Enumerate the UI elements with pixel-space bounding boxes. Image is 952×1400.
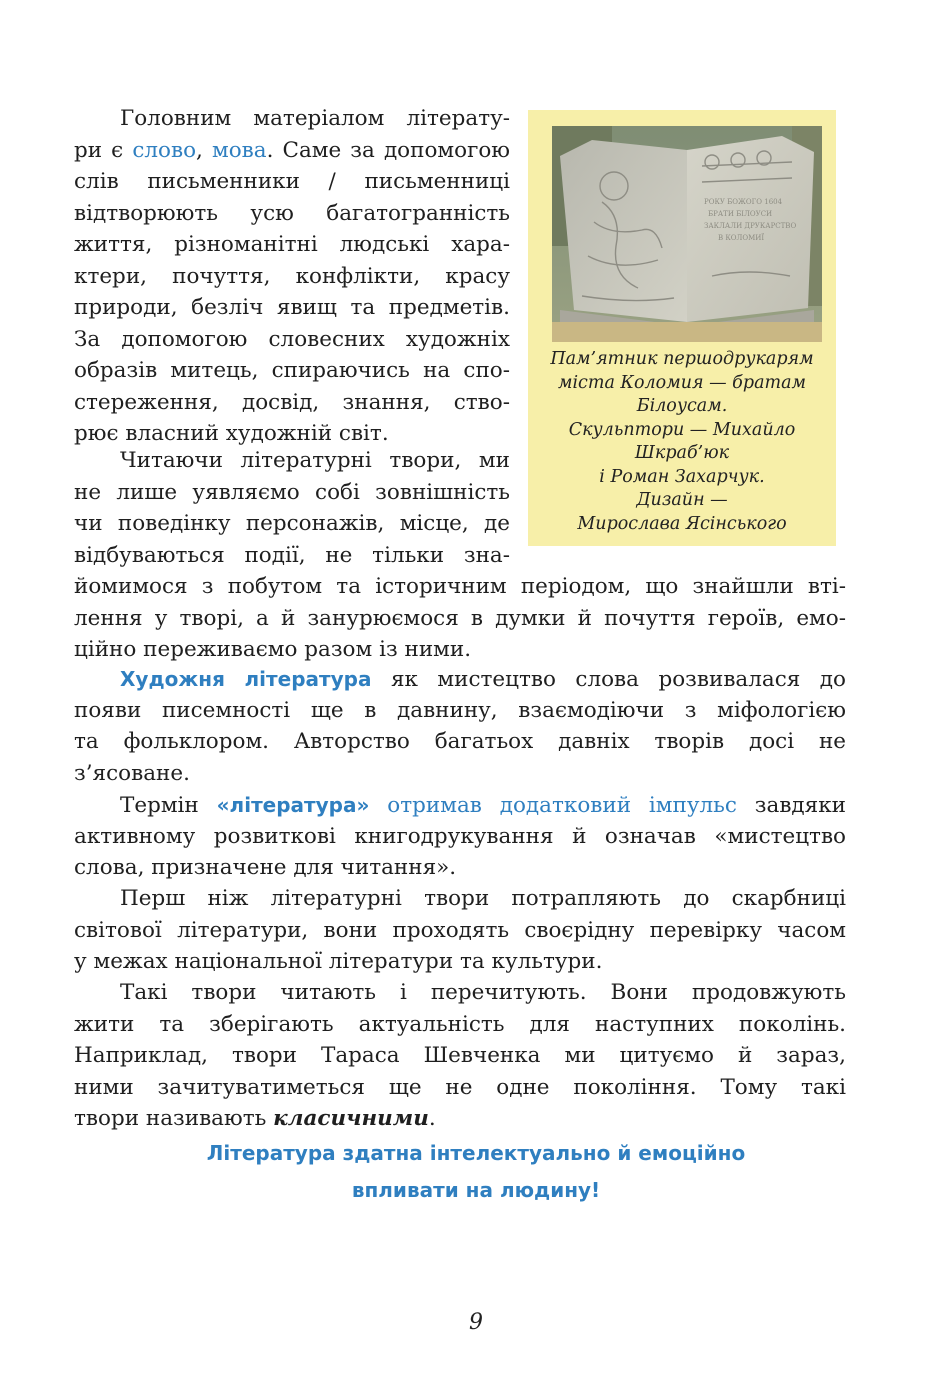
text-run: .: [428, 1106, 436, 1131]
text-run: слів письменники / письменниці: [74, 169, 510, 194]
text-run: природи, безліч явищ та предметів.: [74, 295, 510, 320]
paragraph2-line: [120, 446, 510, 476]
caption-line: і Роман Захарчук.: [599, 466, 765, 487]
text-run: Такі твори читають і перечитують. Вони продовжують: [120, 980, 846, 1005]
text-run: ктери, почуття, конфлікти, красу: [74, 263, 510, 289]
text-run: образів митець, спираючись на спо-: [74, 358, 510, 383]
paragraph4-line: [74, 822, 846, 852]
svg-text:ЗАКЛАЛИ ДРУКАРСТВО: ЗАКЛАЛИ ДРУКАРСТВО: [704, 222, 797, 230]
paragraph1-line: [74, 356, 510, 386]
svg-text:РОКУ БОЖОГО 1604: РОКУ БОЖОГО 1604: [704, 198, 783, 206]
text-run: ційно переживаємо разом із ними.: [74, 637, 472, 662]
paragraph1-line: [74, 167, 510, 197]
paragraph2-line: [74, 604, 846, 634]
callout-line-2: впливати на людину!: [351, 1178, 601, 1202]
paragraph2-line: [74, 635, 846, 665]
caption-line: Мирослава Ясінського: [577, 513, 787, 534]
paragraph6-line: [74, 1104, 846, 1134]
caption-line: Скульптори — Михайло: [568, 419, 796, 440]
monument-photo: [552, 126, 822, 342]
text-run: рює власний художній світ.: [74, 421, 389, 446]
text-run: завдяки: [736, 793, 847, 818]
paragraph3-line: [120, 664, 846, 694]
paragraph1-line: [120, 104, 510, 134]
paragraph1-line: [74, 388, 510, 418]
text-run: жити та зберігають актуальність для наступних поколінь.: [74, 1011, 846, 1037]
text-run: лення у творі, а й занурюємося в думки й почуття героїв, емо-: [74, 605, 846, 631]
text-run: Перш ніж літературні твори потрапляють до скарбниці: [120, 886, 846, 911]
paragraph1-line: [74, 325, 510, 355]
text-run: Читаючи літературні твори, ми: [120, 448, 510, 473]
svg-text:БРАТИ БІЛОУСИ: БРАТИ БІЛОУСИ: [708, 210, 773, 218]
highlighted-term: «література»: [216, 793, 370, 817]
paragraph4-line: [120, 790, 846, 820]
paragraph4-line: [74, 853, 846, 883]
monument-figure: [528, 110, 836, 546]
text-run: ними зачитуватиметься ще не одне покоління. Тому такі: [74, 1074, 846, 1100]
paragraph5-line: [120, 884, 846, 914]
figure-caption: [528, 348, 836, 536]
paragraph6-line: [120, 978, 846, 1008]
paragraph3-line: [74, 759, 846, 789]
highlighted-term: Художня література: [120, 667, 372, 691]
text-run: йомимося з побутом та історичним періодом, що знайшли вті-: [74, 574, 846, 599]
paragraph6-line: [74, 1041, 846, 1071]
paragraph1-line: [74, 293, 510, 323]
caption-line: Дизайн —: [636, 490, 728, 510]
text-run: життя, різноманітні людські хара-: [74, 232, 510, 257]
text-run: та фольклором. Авторство багатьох давніх творів досі не: [74, 729, 846, 754]
text-run: слова, призначене для читання».: [74, 855, 457, 880]
paragraph3-line: [74, 727, 846, 757]
text-run: світової літератури, вони проходять своєрідну перевірку часом: [74, 917, 846, 943]
caption-line: міста Коломия — братам: [557, 372, 807, 393]
paragraph2-line: [74, 572, 846, 602]
text-run: активному розвиткові книгодрукування й означав «мистецтво: [74, 823, 846, 849]
highlighted-term: отримав додатковий імпульс: [387, 793, 737, 818]
text-run: появи писемності ще в давнину, взаємодіючи з міфологією: [74, 697, 846, 723]
text-run: у межах національної літератури та культури.: [74, 949, 603, 974]
text-run: Головним матеріалом літерату-: [120, 106, 510, 131]
text-run: твори називають: [74, 1106, 274, 1131]
text-run: чи поведінку персонажів, місце, де: [74, 511, 510, 536]
caption-line: Білоусам.: [636, 396, 728, 416]
paragraph5-line: [74, 916, 846, 946]
paragraph1-line: [74, 230, 510, 260]
text-run: [369, 793, 387, 818]
paragraph5-line: [74, 947, 846, 977]
highlighted-term: класичними: [273, 1106, 429, 1131]
highlighted-term: слово: [132, 137, 197, 163]
paragraph1-line: [74, 262, 510, 292]
text-run: з’ясоване.: [74, 760, 190, 786]
paragraph2-line: [74, 541, 510, 571]
paragraph1-line: [74, 199, 510, 229]
highlighted-term: мова: [211, 137, 267, 163]
text-run: Термін: [120, 793, 217, 818]
text-run: За допомогою словесних художніх: [74, 326, 510, 352]
paragraph3-line: [74, 696, 846, 726]
text-run: як мистецтво слова розвивалася до: [371, 667, 846, 692]
paragraph1-line: [74, 419, 510, 449]
caption-line: Пам’ятник першодрукарям: [550, 349, 814, 369]
text-run: ри є: [74, 137, 133, 163]
callout-line-1: Література здатна інтелектуально й емоційно: [206, 1141, 746, 1165]
paragraph2-line: [74, 478, 510, 508]
paragraph6-line: [74, 1073, 846, 1103]
svg-text:В КОЛОМИЇ: В КОЛОМИЇ: [718, 234, 765, 242]
caption-line: Шкраб’юк: [634, 443, 730, 463]
paragraph2-line: [74, 509, 510, 539]
paragraph6-line: [74, 1010, 846, 1040]
text-run: стереження, досвід, знання, ство-: [74, 389, 510, 415]
text-run: ,: [196, 137, 212, 163]
paragraph1-line: [74, 136, 510, 166]
text-run: Наприклад, твори Тараса Шевченка ми цитуємо й зараз,: [74, 1043, 846, 1068]
page-number: 9: [469, 1310, 483, 1335]
text-run: . Саме за допомогою: [266, 137, 510, 163]
text-run: не лише уявляємо собі зовнішність: [74, 479, 510, 505]
text-run: відбуваються події, не тільки зна-: [74, 542, 510, 568]
text-run: відтворюють усю багатогранність: [74, 200, 510, 226]
